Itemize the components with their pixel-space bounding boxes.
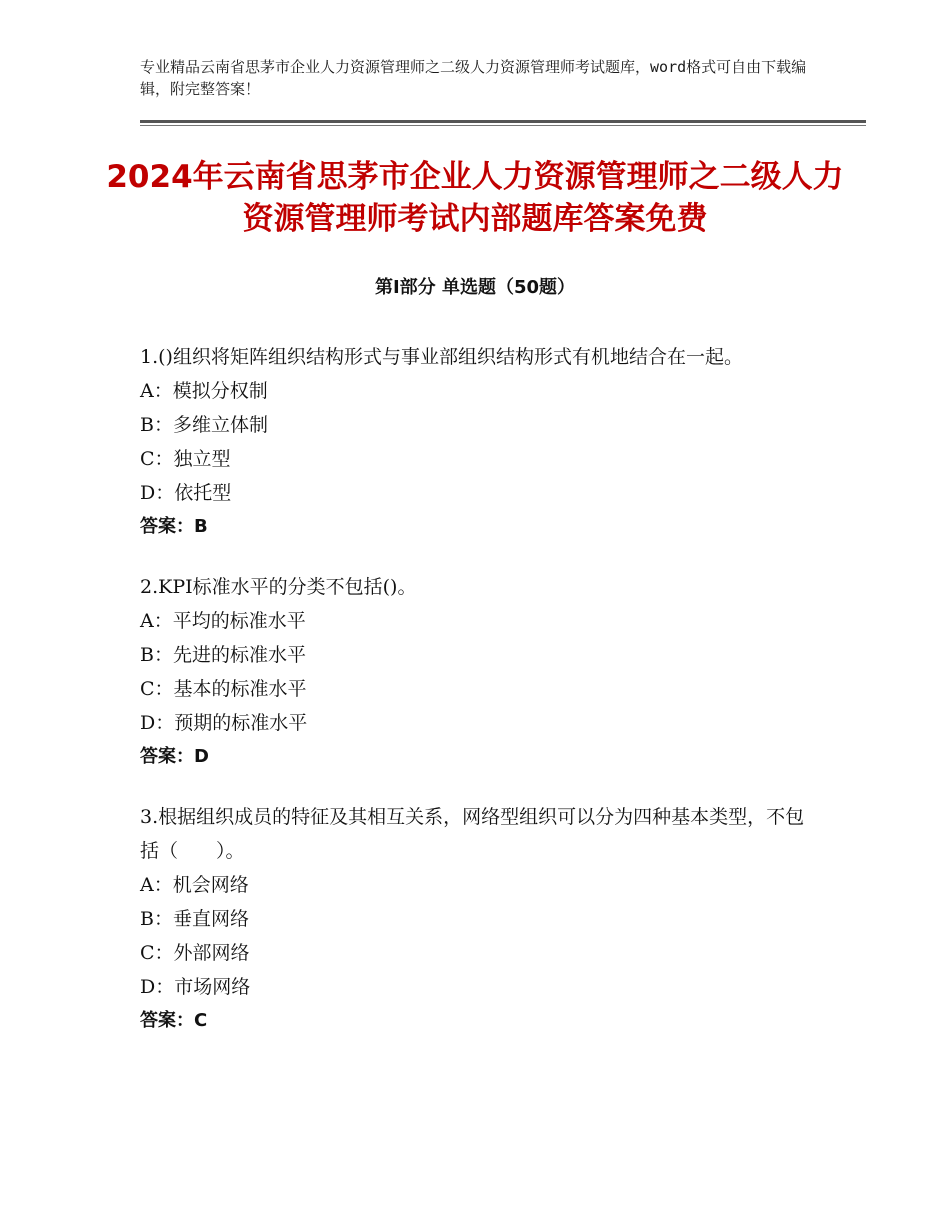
question-list (140, 340, 820, 1064)
header-divider-thin (140, 125, 866, 126)
answer: 答案：B (140, 516, 208, 537)
option-a: A：机会网络 (140, 874, 249, 896)
header-divider-thick (140, 120, 866, 123)
header-note: 专业精品云南省思茅市企业人力资源管理师之二级人力资源管理师考试题库，word格式可自由下载编辑，附完整答案！ (140, 58, 807, 98)
option-a: A：平均的标准水平 (140, 610, 306, 632)
question-1 (140, 340, 820, 544)
option-c: C：基本的标准水平 (140, 678, 307, 700)
answer: 答案：C (140, 1010, 208, 1031)
section-title: 第Ⅰ部分 单选题（50题） (374, 277, 575, 298)
question-3 (140, 800, 820, 1038)
answer: 答案：D (140, 746, 209, 767)
question-stem: 2.KPI标准水平的分类不包括()。 (140, 576, 417, 598)
question-2 (140, 570, 820, 774)
question-stem: 1.()组织将矩阵组织结构形式与事业部组织结构形式有机地结合在一起。 (140, 346, 743, 368)
option-b: B：先进的标准水平 (140, 644, 306, 666)
option-b: B：多维立体制 (140, 414, 268, 436)
option-c: C：独立型 (140, 448, 231, 470)
option-b: B：垂直网络 (140, 908, 249, 930)
document-title: 2024年云南省思茅市企业人力资源管理师之二级人力资源管理师考试内部题库答案免费 (106, 159, 844, 237)
option-c: C：外部网络 (140, 942, 250, 964)
question-stem: 3.根据组织成员的特征及其相互关系，网络型组织可以分为四种基本类型，不包括（ ）。 (140, 806, 805, 862)
option-d: D：依托型 (140, 482, 232, 504)
option-d: D：预期的标准水平 (140, 712, 308, 734)
option-d: D：市场网络 (140, 976, 251, 998)
option-a: A：模拟分权制 (140, 380, 268, 402)
